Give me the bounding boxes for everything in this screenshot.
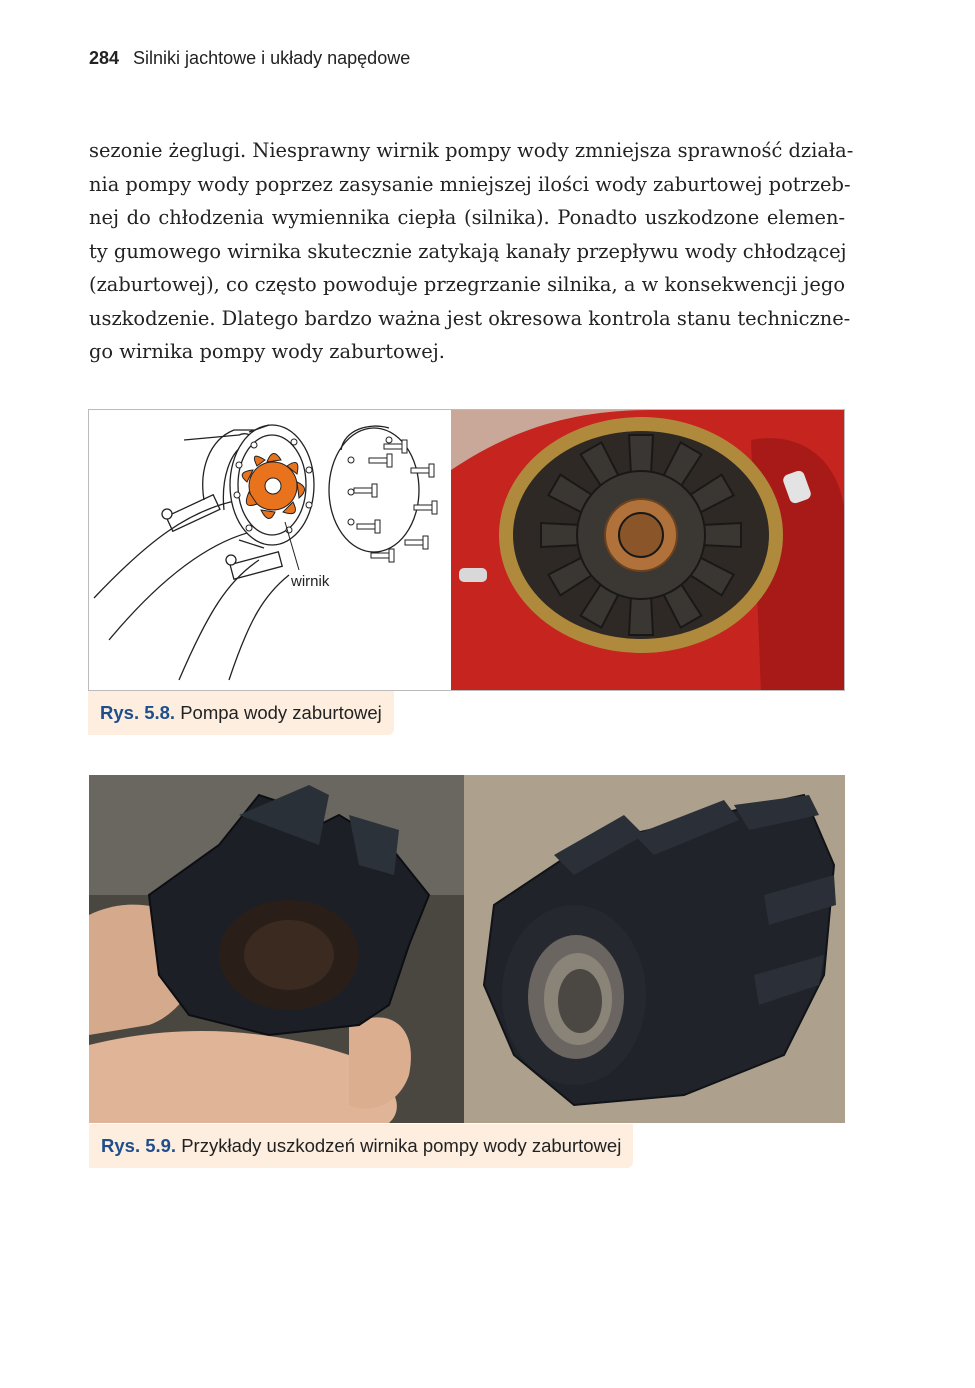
caption-label: Rys. 5.9. (101, 1135, 177, 1156)
body-paragraph (89, 134, 854, 369)
text-line: sezonie żeglugi. Niesprawny wirnik pompy wody zmniejsza sprawność działa- (89, 139, 854, 162)
running-title: Silniki jachtowe i układy napędowe (133, 48, 411, 68)
figure-5-8 (88, 409, 845, 691)
text-line: nej do chłodzenia wymiennika ciepła (silnika). Ponadto uszkodzone elemen- (89, 206, 845, 229)
text-line: nia pompy wody poprzez zasysanie mniejszej ilości wody zaburtowej potrzeb- (89, 172, 851, 196)
damaged-impeller-photo-1 (89, 775, 464, 1123)
figure-caption-5-8 (88, 691, 394, 735)
caption-label: Rys. 5.8. (100, 702, 176, 723)
caption-text: Przykłady uszkodzeń wirnika pompy wody zaburtowej (176, 1135, 622, 1156)
pump-line-drawing (89, 410, 451, 691)
page-number: 284 (89, 48, 120, 68)
page-header (89, 48, 410, 69)
pump-photo (451, 410, 845, 691)
text-line: go wirnika pompy wody zaburtowej. (89, 340, 445, 363)
impeller-label: wirnik (291, 573, 330, 590)
caption-text: Pompa wody zaburtowej (175, 702, 382, 723)
damaged-impeller-photo-2 (464, 775, 845, 1123)
text-line: (zaburtowej), co często powoduje przegrzanie silnika, a w konsekwencji jego (89, 273, 845, 296)
text-line: ty gumowego wirnika skutecznie zatykają kanały przepływu wody chłodzącej (89, 239, 847, 263)
text-line: uszkodzenie. Dlatego bardzo ważna jest okresowa kontrola stanu techniczne- (89, 306, 851, 330)
figure-5-9 (89, 775, 845, 1123)
figure-caption-5-9 (89, 1124, 633, 1168)
